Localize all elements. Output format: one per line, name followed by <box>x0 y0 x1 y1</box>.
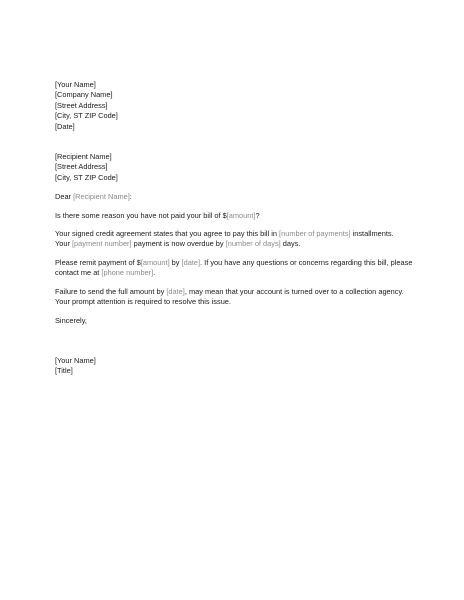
sender-name: [Your Name] <box>55 80 96 89</box>
para4-line1-end: , may mean that your account is turned over to a collection agency. <box>184 286 404 296</box>
recipient-name: [Recipient Name] <box>55 152 112 162</box>
number-of-payments-placeholder: [number of payments] <box>279 229 351 239</box>
date-placeholder-2: [date] <box>166 286 185 296</box>
letter-body <box>55 80 415 377</box>
para2-line2-end: days. <box>280 239 301 249</box>
phone-number-placeholder: [phone number] <box>101 268 154 278</box>
para3-line1-end: . If you have any questions or concerns regarding this bill, please <box>200 257 413 267</box>
recipient-city: [City, ST ZIP Code] <box>55 172 118 182</box>
salutation <box>55 192 415 202</box>
paragraph-3 <box>55 258 415 279</box>
para1-end: ? <box>255 210 260 220</box>
amount-placeholder: [amount] <box>226 210 256 220</box>
para3-line2-end: . <box>153 268 156 278</box>
signature-title: [Title] <box>55 366 73 376</box>
sender-street: [Street Address] <box>55 100 108 110</box>
para2-line2-text: Your <box>55 239 72 249</box>
paragraph-4 <box>55 287 415 308</box>
paragraph-2 <box>55 229 415 250</box>
para2-line1-text: Your signed credit agreement states that you agree to pay this bill in <box>55 229 280 239</box>
signature-name: [Your Name] <box>55 355 96 365</box>
para1-text: Is there some reason you have not paid your bill of $ <box>55 210 227 220</box>
salutation-prefix: Dear <box>55 192 74 202</box>
sender-address-block <box>55 80 415 132</box>
number-of-days-placeholder: [number of days] <box>225 239 281 249</box>
salutation-recipient-placeholder: [Recipient Name] <box>73 192 130 202</box>
closing-text: Sincerely, <box>55 315 87 325</box>
para3-line2-text: contact me at <box>55 268 102 278</box>
signature-block <box>55 356 415 377</box>
closing <box>55 316 415 326</box>
para4-line2: Your prompt attention is required to resolve this issue. <box>55 297 231 307</box>
letter-date: [Date] <box>55 121 75 131</box>
amount-placeholder-2: [amount] <box>140 257 170 267</box>
para2-line2-mid: payment is now overdue by <box>131 239 226 249</box>
para3-line1-text: Please remit payment of $ <box>55 257 141 267</box>
para3-line1-mid: by <box>169 257 182 267</box>
sender-city: [City, ST ZIP Code] <box>55 111 118 121</box>
sender-company: [Company Name] <box>55 90 113 100</box>
date-placeholder: [date] <box>181 257 201 267</box>
para4-line1-text: Failure to send the full amount by <box>55 286 167 296</box>
para2-line1-end: installments. <box>350 229 394 239</box>
recipient-address-block <box>55 152 415 183</box>
payment-number-placeholder: [payment number] <box>72 239 132 249</box>
salutation-suffix: : <box>129 192 132 202</box>
paragraph-1 <box>55 211 415 221</box>
recipient-street: [Street Address] <box>55 162 108 172</box>
